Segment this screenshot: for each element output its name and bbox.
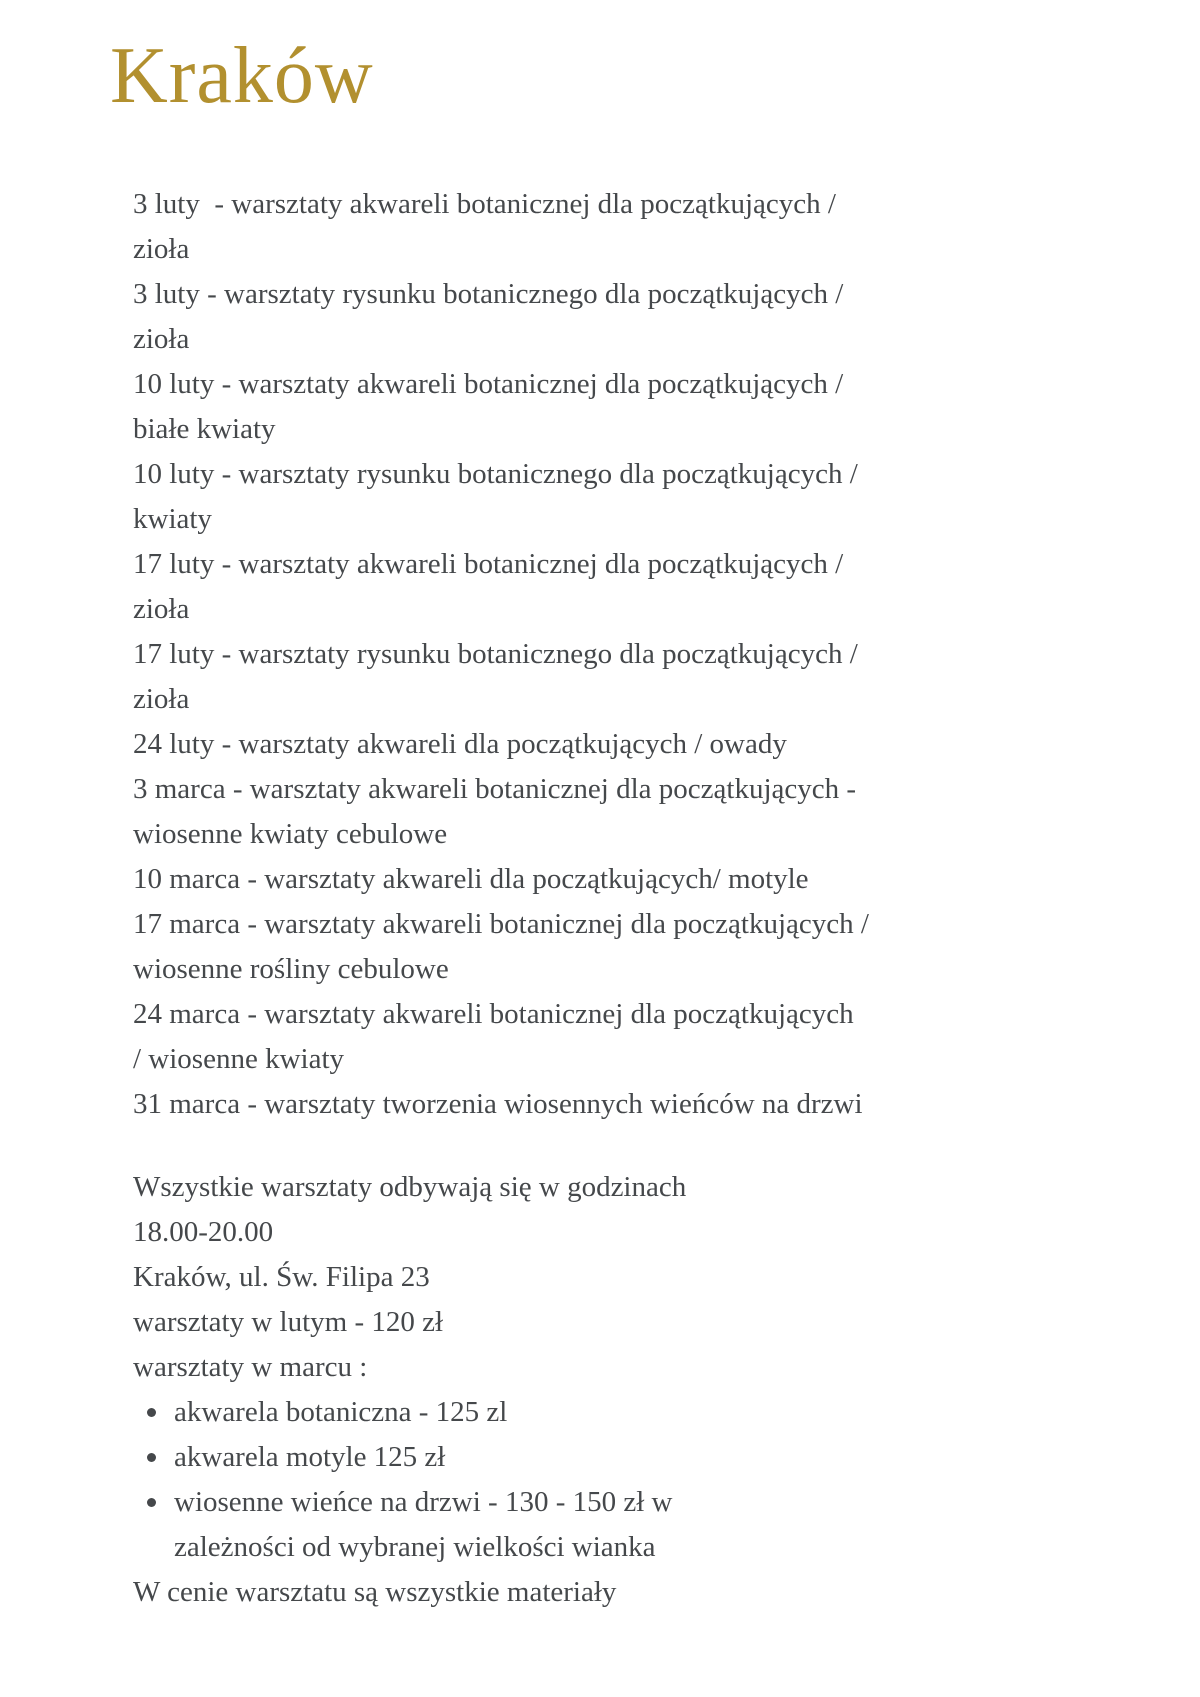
- info-time-range: 18.00-20.00: [133, 1216, 274, 1248]
- price-item-text: [174, 1480, 1160, 1570]
- bullet-icon: [147, 1408, 156, 1417]
- price-item-line: akwarela motyle 125 zł: [174, 1441, 446, 1473]
- price-item-line: akwarela botaniczna - 125 zl: [174, 1396, 508, 1428]
- workshop-info: [133, 1165, 1160, 1390]
- price-item-text: [174, 1390, 1160, 1435]
- schedule-line: 17 luty - warsztaty rysunku botanicznego dla początkujących /: [133, 638, 858, 670]
- materials-note: W cenie warsztatu są wszystkie materiały: [133, 1576, 617, 1608]
- info-price-february: warsztaty w lutym - 120 zł: [133, 1306, 444, 1338]
- workshop-schedule: [133, 182, 1160, 1127]
- price-list-item: [110, 1390, 1160, 1435]
- bullet-icon: [147, 1453, 156, 1462]
- schedule-line: 17 luty - warsztaty akwareli botanicznej dla początkujących /: [133, 548, 844, 580]
- schedule-line: wiosenne kwiaty cebulowe: [133, 818, 448, 850]
- materials-note-wrap: [133, 1570, 1160, 1615]
- schedule-line: / wiosenne kwiaty: [133, 1043, 345, 1075]
- schedule-line: 3 luty - warsztaty akwareli botanicznej dla początkujących /: [133, 188, 836, 220]
- schedule-line: 3 marca - warsztaty akwareli botanicznej dla początkujących -: [133, 773, 857, 805]
- schedule-line: 10 luty - warsztaty akwareli botanicznej dla początkujących /: [133, 368, 844, 400]
- page-title: Kraków: [110, 32, 374, 120]
- schedule-line: białe kwiaty: [133, 413, 276, 445]
- schedule-line: 10 luty - warsztaty rysunku botanicznego dla początkujących /: [133, 458, 858, 490]
- schedule-line: 17 marca - warsztaty akwareli botanicznej dla początkujących /: [133, 908, 869, 940]
- schedule-line: zioła: [133, 233, 190, 265]
- schedule-line: wiosenne rośliny cebulowe: [133, 953, 449, 985]
- schedule-line: 24 luty - warsztaty akwareli dla początkujących / owady: [133, 728, 787, 760]
- schedule-line: 10 marca - warsztaty akwareli dla początkujących/ motyle: [133, 863, 809, 895]
- schedule-line: zioła: [133, 323, 190, 355]
- march-price-list: [110, 1390, 1160, 1570]
- price-item-line: zależności od wybranej wielkości wianka: [174, 1531, 656, 1563]
- schedule-line: 24 marca - warsztaty akwareli botanicznej dla początkujących: [133, 998, 854, 1030]
- schedule-line: zioła: [133, 593, 190, 625]
- price-item-line: wiosenne wieńce na drzwi - 130 - 150 zł w: [174, 1486, 673, 1518]
- info-address: Kraków, ul. Św. Filipa 23: [133, 1261, 430, 1293]
- price-item-text: [174, 1435, 1160, 1480]
- schedule-line: zioła: [133, 683, 190, 715]
- info-hours-line: Wszystkie warsztaty odbywają się w godzinach: [133, 1171, 687, 1203]
- bullet-icon: [147, 1498, 156, 1507]
- info-price-march-label: warsztaty w marcu :: [133, 1351, 368, 1383]
- price-list-item: [110, 1480, 1160, 1570]
- schedule-line: 3 luty - warsztaty rysunku botanicznego dla początkujących /: [133, 278, 844, 310]
- schedule-line: kwiaty: [133, 503, 212, 535]
- schedule-line: 31 marca - warsztaty tworzenia wiosennych wieńców na drzwi: [133, 1088, 863, 1120]
- price-list-item: [110, 1435, 1160, 1480]
